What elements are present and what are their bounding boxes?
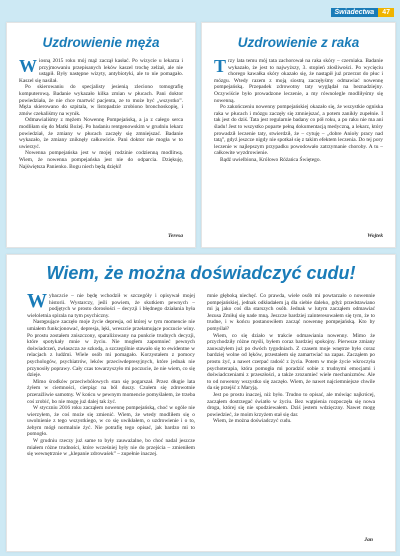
story-columns — [27, 293, 375, 529]
story-card-right — [201, 22, 396, 248]
story-signature: Teresa — [167, 233, 183, 239]
story-title: Wiem, że można doświadczyć cudu! — [46, 263, 356, 283]
drop-cap: W — [19, 58, 37, 76]
story-paragraph: Jest po prostu inaczej, niż było. Trudno to opisać, ale mówiąc najkrócej, zacząłem dostrzegać światło w życiu. Bez wątpienia rozpoczęła się nowa droga, której się nie spodziewałem. Dziś jestem wdzięczny. Nawet mogę powiedzieć, że moim krzyżem stał się dar. — [207, 391, 375, 418]
page-number: 47 — [378, 8, 394, 17]
section-label: Świadectwa — [331, 8, 379, 17]
story-card-left — [6, 22, 196, 248]
story-title: Uzdrowienie z raka — [237, 35, 360, 50]
story-paragraph: mnie głęboką niechęć. Co prawda, wiele osób mi powtarzało o nowennie pompejańskiej, jednak odkładałem ją dla siebie daleko, gdyż przedstawiano mi ją jako coś dla starszych osób. Jednak w lutym zacząłem odmawiać Jezusa Zmiłuj się nade mną. Jeszcze bardziej zainteresowałem się tym, że to trudne, i w końcu postanowiłem zacząć nowennę pompejańską. Kto by pomyślał? — [207, 293, 375, 332]
story-paragraph: W styczniu 2016 roku zacząłem nowennę pompejańską, choć w ogóle nie wierzyłem, że coś może się zmienić. Wiem, że wtedy modliłem się o uwolnienie z tego wszystkiego, w co się uwikłałem, o uzdrowienie i o to, żebym mógł normalnie żyć. Nie potrafię tego opisać, jak bardzo mi to pomogło. — [27, 405, 195, 438]
drop-cap: T — [214, 58, 227, 76]
story-body — [214, 58, 383, 233]
story-paragraph: Wybaczcie – nie będę wchodził w szczegóły i opisywał mojej historii. Wystarczy, jeśli powiem, że skutkiem pewnych – podjętych w prosto dorosłości – decyzji i błędnego działania była wieloletnia spirala na tym psychiczny. — [27, 293, 195, 319]
story-paragraph: Odmawialiśmy z mężem Nowennę Pompejańską, a ja z całego serca modliłam się do Matki Bożej. Po badaniu rentgenowskim w grudniu lekarz powiedział, że zmiany w płucach zaczęły się zmniejszać. Badanie wykazało, że zmiany zniknęły całkowicie. Pani doktor nie mogła w to uwierzyć. — [19, 117, 183, 150]
story-paragraph: Po skierowaniu do specjalisty jesienią zleciono tomografię komputerową. Badanie wykazało kilka zmian w płucach. Pani doktor powiedziała, że nie chce martwić pacjenta, ze to może być „wszystko”. Męża skierowano do szpitala, w listopadzie zrobiono bronchoskopię, i zmów czekaliśmy na wynik. — [19, 84, 183, 117]
story-paragraph: Mimo środków przeciwbólowych stan się pogarszał. Przez długie lata żyłem w ciemności, cierpiąc na ból duszy. Czułem się zdrowotnie przeraźliwie samotny. W końcu w pewnym momencie pomyślałem, że trzeba coś zrobić, bo nie mogę już dalej tak żyć. — [27, 378, 195, 405]
magazine-page — [6, 8, 394, 552]
story-signature: Wojtek — [367, 233, 383, 239]
story-paragraph: Trzy lata temu mój tata zachorował na raka skóry – czerniaka. Badanie wykazało, że jest to najwyższy, 3. stopień złośliwości. Po wycięciu chorego kawałka skóry okazało się, że nastąpił już przerzut do płuc i mózgu. Wtedy razem z moją siostrą zaczęłyśmy odmawiać nowennę pompejańską. Przepadek zdrowotny taty wyglądał na beznadziejny. Oczywiście było prowadzone leczenie, a my równolegle modliłyśmy się nowenną. — [214, 58, 383, 104]
story-paragraph: Wiem, że można doświadczyć cudu. — [213, 418, 292, 425]
story-card-bottom — [6, 254, 396, 552]
story-paragraph: Wiem, co się działo w trakcie odmawiania nowenny. Mimo że przychodziły różne myśli, byłem coraz bardziej spokojny. Pierwsze zmiany zauważyłem już po dwóch tygodniach. Z czasem moje wnętrze było coraz bardziej wolne od lęków, przestałem się zamartwiać na zapas. Zacząłem po prostu żyć, a nawet czerpać radość z życia. Potem w moje życie wkroczyła psychoterapia, która pomogła mi poradzić sobie z trudnymi emocjami i doświadczeniami z przeszłości, a także zrozumieć wiele mechanizmów. Ale to od nowenny wszystko się zaczęło. Wiem, że nawet najciemniejsze chwile da się przejść z Maryją. — [207, 332, 375, 392]
story-paragraph: Wiosną 2015 roku mój mąż zaczął kasłać. Po wizycie u lekarza i przyjmowaniu przepisanych leków kaszel trochę zelżał, ale nie ustąpił. Były następne wizyty, antybiotyki, ale to nie pomagało. Kaszel się nasilał. — [19, 58, 183, 84]
story-title: Uzdrowienie męża — [42, 35, 160, 50]
story-paragraph: Po zakończeniu nowenny pompejańskiej okazało się, że wszystkie ogniska raka w płucach i mózgu zaczęły się zmniejszać, a potem zanikły zupełnie. I tak jest do dziś. Tata jest regularnie badany co pół roku, a po raku nie ma ani śladu! Jest to wszystko poparte pełną dokumentacją medyczną, a lekarz, który prowadził leczenie taty, stwierdził, że – cytuję – „dobre Anioły pracy nad tatą”, gdyż jeszcze nigdy nie spotkał się z takim efektem leczenia. Do tej pory leczenie w najlepszym przypadku powodowało zatrzymanie choroby. A tu – całkowite wyzdrowienie. — [214, 104, 383, 157]
story-body — [19, 58, 183, 228]
story-paragraph: Następujące zaczęło moje życie depresja, od której w tym momencie nie umiałem funkcjonować, depresja, lęki, wreszcie przełamujące poczucie winy. Po prostu zostałem zniszczony, sparaliżowany na punkcie trudnych decyzji, które spotykały mnie w życiu. Nie mogłem zapomnieć pewnych doświadczeń, zwłaszcza ze szkodą, a szczególnie stawało się to ewidentne w relacjach z ludźmi. Wiele osób mi pomagało. Korzystałem z pomocy psychologów, psychiatrów, leków przeciwdepresyjnych, które jednak nie przynosiły poprawy. Cały czas towarzyszyło mi poczucie, że nie wiem, co się dzieje. — [27, 319, 195, 379]
story-paragraph: Nowenna pompejańska jest w mojej rodzinie codzienną modlitwą. Wiem, że nowenna pompejańska jest nie do odparcia. Dziękuję, Najświętsza Panienko. Bogu niech będą dzięki! — [19, 150, 183, 170]
story-signature: Jan — [364, 537, 373, 543]
story-column-2 — [207, 293, 375, 529]
story-paragraph: Bądź uwielbiona, Królowo Różańca Świętego. — [220, 156, 321, 163]
drop-cap: W — [27, 293, 47, 312]
story-column-1 — [27, 293, 195, 529]
section-header — [331, 8, 394, 17]
story-paragraph: W grudniu rzeczy już same to były zauważalne, bo choć nadal jeszcze miałem różne trudności, które wcześniej były nie do przejścia – zmieniłem się wewnętrznie w „klepanie zdrowaśek” – zupełnie inaczej. — [27, 438, 195, 458]
